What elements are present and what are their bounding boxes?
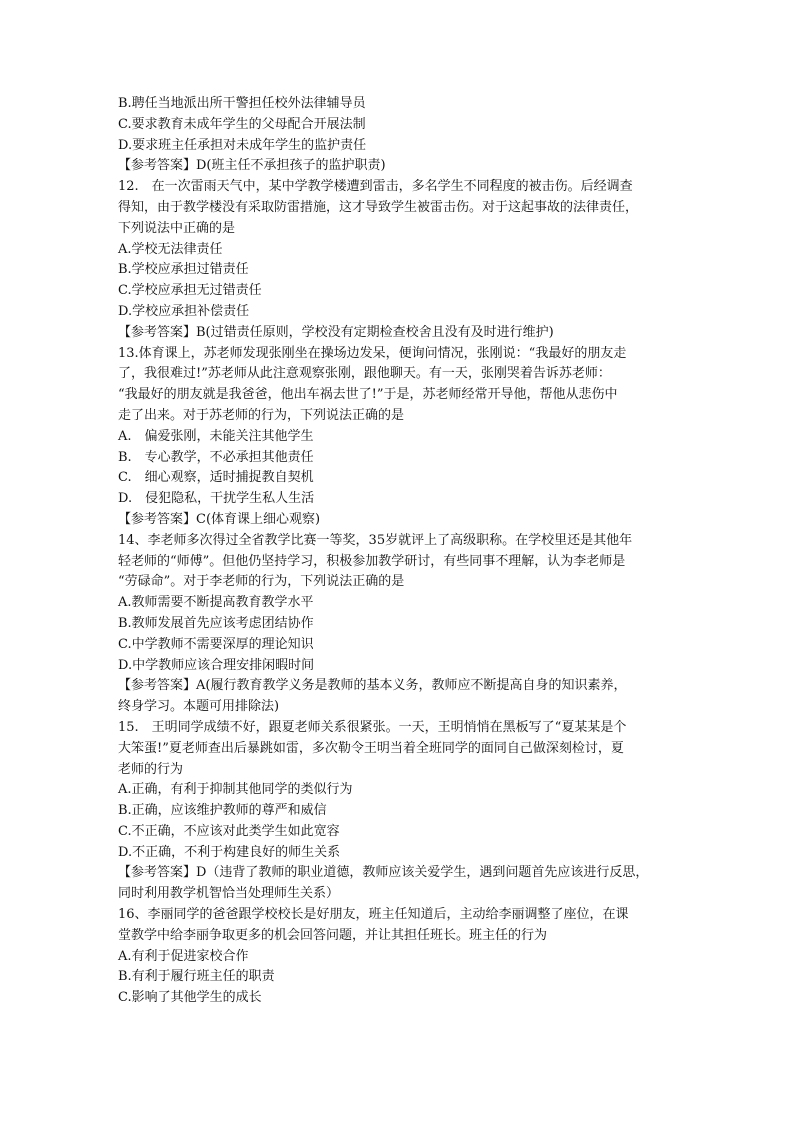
option-line: C.学校应承担无过错责任	[118, 283, 262, 299]
question-line: “劳碌命”。对于李老师的行为，下列说法正确的是	[118, 574, 405, 590]
answer-line: 【参考答案】D(班主任不承担孩子的监护职责)	[118, 158, 386, 174]
option-line: D.学校应承担补偿责任	[118, 303, 250, 319]
question-line: 堂教学中给李丽争取更多的机会回答问题，并让其担任班长。班主任的行为	[118, 927, 548, 943]
option-line: C. 细心观察，适时捕捉教自契机	[118, 470, 314, 486]
option-line: C.中学教师不需要深厚的理论知识	[118, 636, 314, 652]
option-line: B.学校应承担过错责任	[118, 262, 249, 278]
question-line: 走了出来。对于苏老师的行为，下列说法正确的是	[118, 407, 405, 423]
question-line: 15. 王明同学成绩不好，跟夏老师关系很紧张。一天，王明悄悄在黑板写了“夏某某是个	[118, 719, 627, 735]
option-line: D. 侵犯隐私，干扰学生私人生活	[118, 491, 315, 507]
option-line: B. 专心教学，不必承担其他责任	[118, 449, 314, 465]
option-line: D.中学教师应该合理安排闲暇时间	[118, 657, 315, 673]
question-line: 13.体育课上，苏老师发现张刚坐在操场边发呆，便询问情况，张刚说：“我最好的朋友走	[118, 345, 627, 361]
option-line: A.教师需要不断提高教育教学水平	[118, 595, 314, 611]
option-line: C.影响了其他学生的成长	[118, 990, 262, 1006]
document-page	[118, 94, 688, 1009]
question-line: 12. 在一次雷雨天气中，某中学教学楼遭到雷击，多名学生不同程度的被击伤。后经调查	[118, 179, 633, 195]
answer-line: 【参考答案】D（违背了教师的职业道德，教师应该关爱学生，遇到问题首先应该进行反思，	[118, 865, 649, 881]
question-line: 14、李老师多次得过全省教学比赛一等奖，35岁就评上了高级职称。在学校里还是其他年	[118, 532, 633, 548]
option-line: B.有利于履行班主任的职责	[118, 969, 275, 985]
answer-line: 终身学习。本题可用排除法)	[118, 699, 280, 715]
answer-line: 【参考答案】B(过错责任原则，学校没有定期检查校舍且没有及时进行维护)	[118, 324, 554, 340]
option-line: A.有利于促进家校合作	[118, 948, 249, 964]
option-line: A. 偏爱张刚，未能关注其他学生	[118, 428, 314, 444]
option-line: D.要求班主任承担对未成年学生的监护责任	[118, 137, 367, 153]
question-line: 得知，由于教学楼没有采取防雷措施，这才导致学生被雷击伤。对于这起事故的法律责任，	[118, 199, 639, 215]
option-line: B.正确，应该维护教师的尊严和威信	[118, 803, 327, 819]
option-line: C.不正确，不应该对此类学生如此宽容	[118, 823, 340, 839]
question-line: 轻老师的“师傅”。但他仍坚持学习，积极参加教学研讨，有些同事不理解，认为李老师是	[118, 553, 626, 569]
question-line: 了，我很难过!”苏老师从此注意观察张刚，跟他聊天。有一天，张刚哭着告诉苏老师：	[118, 366, 611, 382]
question-line: 16、李丽同学的爸爸跟学校校长是好朋友，班主任知道后，主动给李丽调整了座位，在课	[118, 907, 629, 923]
option-line: B.教师发展首先应该考虑团结协作	[118, 615, 314, 631]
question-line: 下列说法中正确的是	[118, 220, 236, 236]
answer-line: 【参考答案】A(履行教育教学义务是教师的基本义务，教师应不断提高自身的知识素养，	[118, 678, 627, 694]
option-line: A.学校无法律责任	[118, 241, 223, 257]
option-line: D.不正确，不利于构建良好的师生关系	[118, 844, 341, 860]
question-line: “我最好的朋友就是我爸爸，他出车祸去世了!”于是，苏老师经常开导他，帮他从悲伤中	[118, 387, 618, 403]
option-line: A.正确，有利于抑制其他同学的类似行为	[118, 782, 353, 798]
answer-line: 同时利用教学机智恰当处理师生关系）	[118, 886, 340, 902]
question-line: 大笨蛋!”夏老师查出后暴跳如雷，多次勒令王明当着全班同学的面同自己做深刻检讨，夏	[118, 740, 624, 756]
option-line: B.聘任当地派出所干警担任校外法律辅导员	[118, 96, 366, 111]
option-line: C.要求教育未成年学生的父母配合开展法制	[118, 116, 366, 132]
answer-line: 【参考答案】C(体育课上细心观察)	[118, 511, 321, 527]
question-line: 老师的行为	[118, 761, 184, 777]
